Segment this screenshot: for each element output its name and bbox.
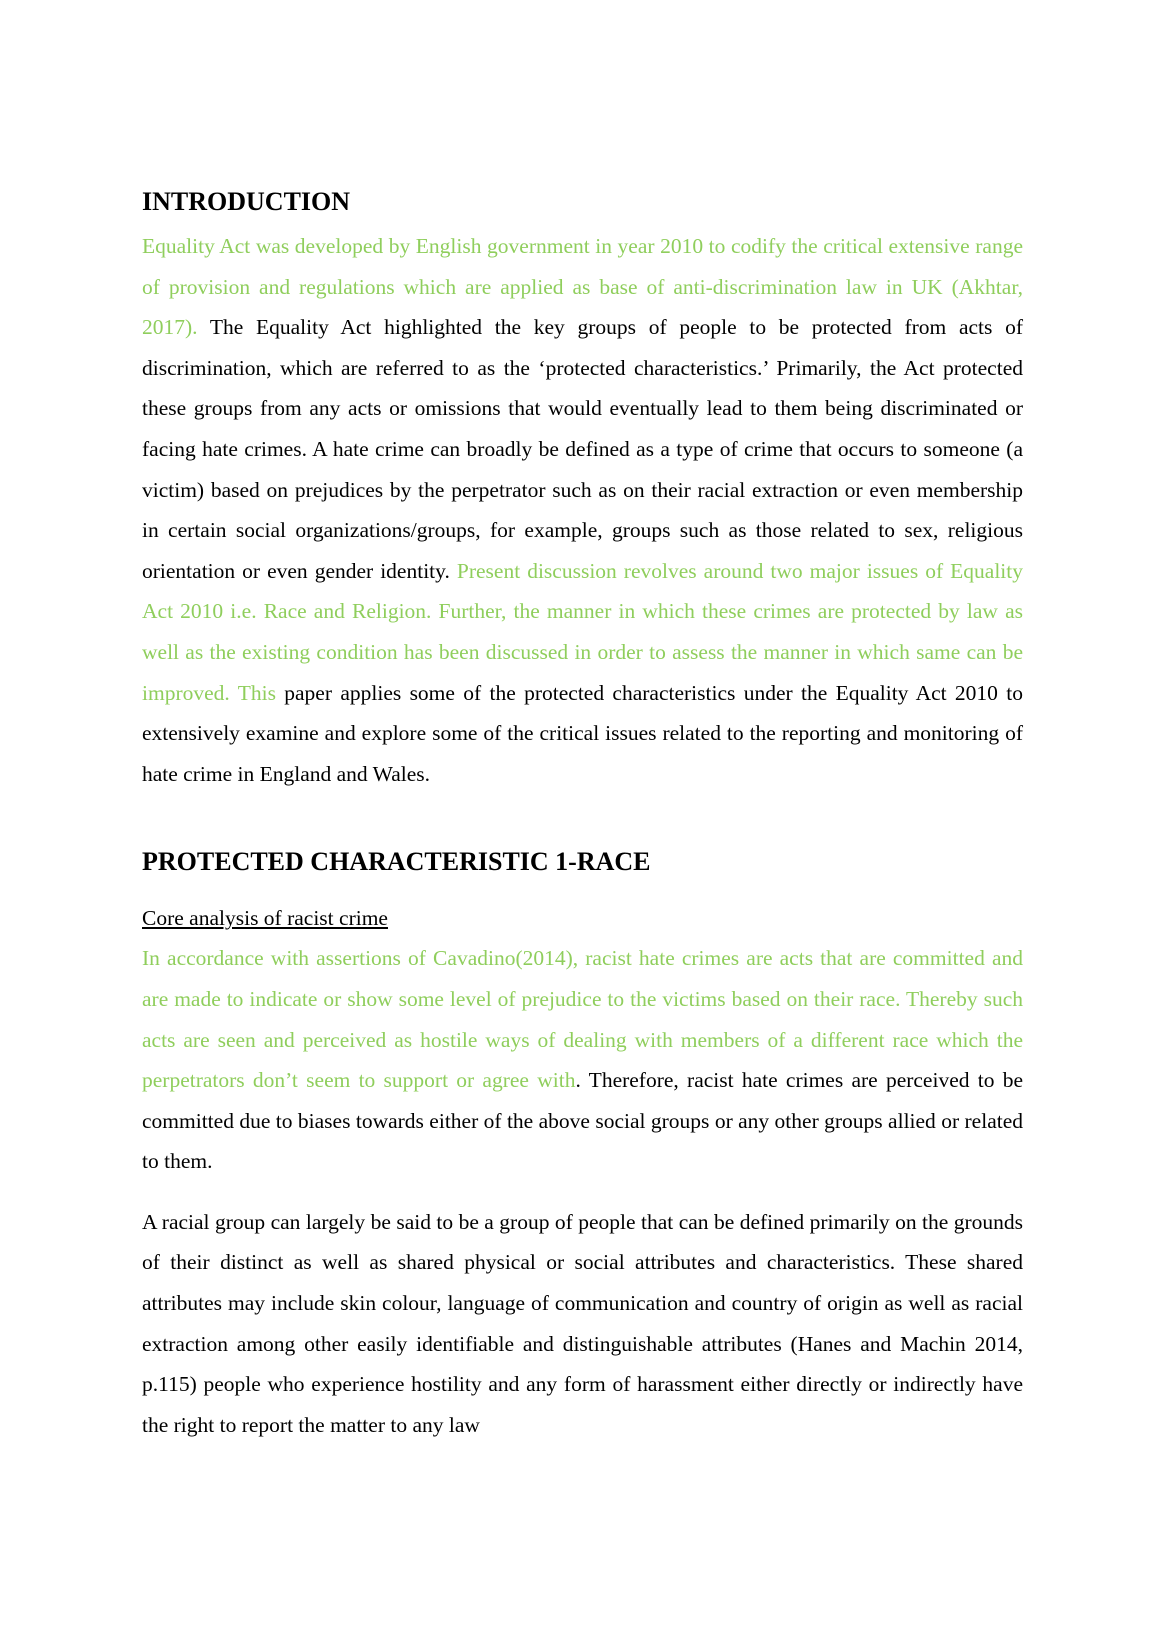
race-text: . Therefore, racist hate crimes are perceived to be committed due to biases towards either of the above social groups or any other groups allied or related to them. bbox=[142, 1068, 1023, 1174]
intro-text-2: paper applies some of the protected characteristics under the Equality Act 2010 to extensively examine and explore some of the critical issues related to the reporting and monitoring of hate crime in England and Wales. bbox=[142, 680, 1023, 786]
race-paragraph-2: A racial group can largely be said to be a group of people that can be defined primarily on the grounds of their distinct as well as shared physical or social attributes and characteristics. These shared attributes may include skin colour, language of communication and country of origin as well as racial extraction among other easily identifiable and distinguishable attributes (Hanes and Machin 2014, p.115) people who experience hostility and any form of harassment either directly or indirectly have the right to report the matter to any law bbox=[142, 1209, 1023, 1437]
race-paragraph-1 bbox=[142, 938, 1023, 1182]
intro-highlight-1: Equality Act was developed by English government in year 2010 to codify the critical extensive range of provision and regulations which are applied as base of anti-discrimination law in UK (Akhtar, 2017). bbox=[142, 234, 1023, 340]
intro-heading: INTRODUCTION bbox=[142, 187, 351, 216]
intro-highlight-2: Present discussion revolves around two major issues of Equality Act 2010 i.e. Race and Religion. Further, the manner in which these crimes are protected by law as well as the existing condition has been discussed in order to assess the manner in which same can be improved. This bbox=[142, 558, 1023, 705]
intro-text-1: The Equality Act highlighted the key groups of people to be protected from acts of discrimination, which are referred to as the ‘protected characteristics.’ Primarily, the Act protected these groups from any acts or omissions that would eventually lead to them being discriminated or facing hate crimes. A hate crime can broadly be defined as a type of crime that occurs to someone (a victim) based on prejudices by the perpetrator such as on their racial extraction or even membership in certain social organizations/groups, for example, groups such as those related to sex, religious orientation or even gender identity. bbox=[142, 315, 1023, 583]
document-page bbox=[142, 186, 1023, 1445]
race-highlight: In accordance with assertions of Cavadino(2014), racist hate crimes are acts that are committed and are made to indicate or show some level of prejudice to the victims based on their race. Thereby such acts are seen and perceived as hostile ways of dealing with members of a different race which the perpetrators don’t seem to support or agree with bbox=[142, 946, 1023, 1093]
race-heading: PROTECTED CHARACTERISTIC 1-RACE bbox=[142, 847, 651, 877]
intro-paragraph bbox=[142, 226, 1023, 794]
race-subheading: Core analysis of racist crime bbox=[142, 906, 388, 931]
